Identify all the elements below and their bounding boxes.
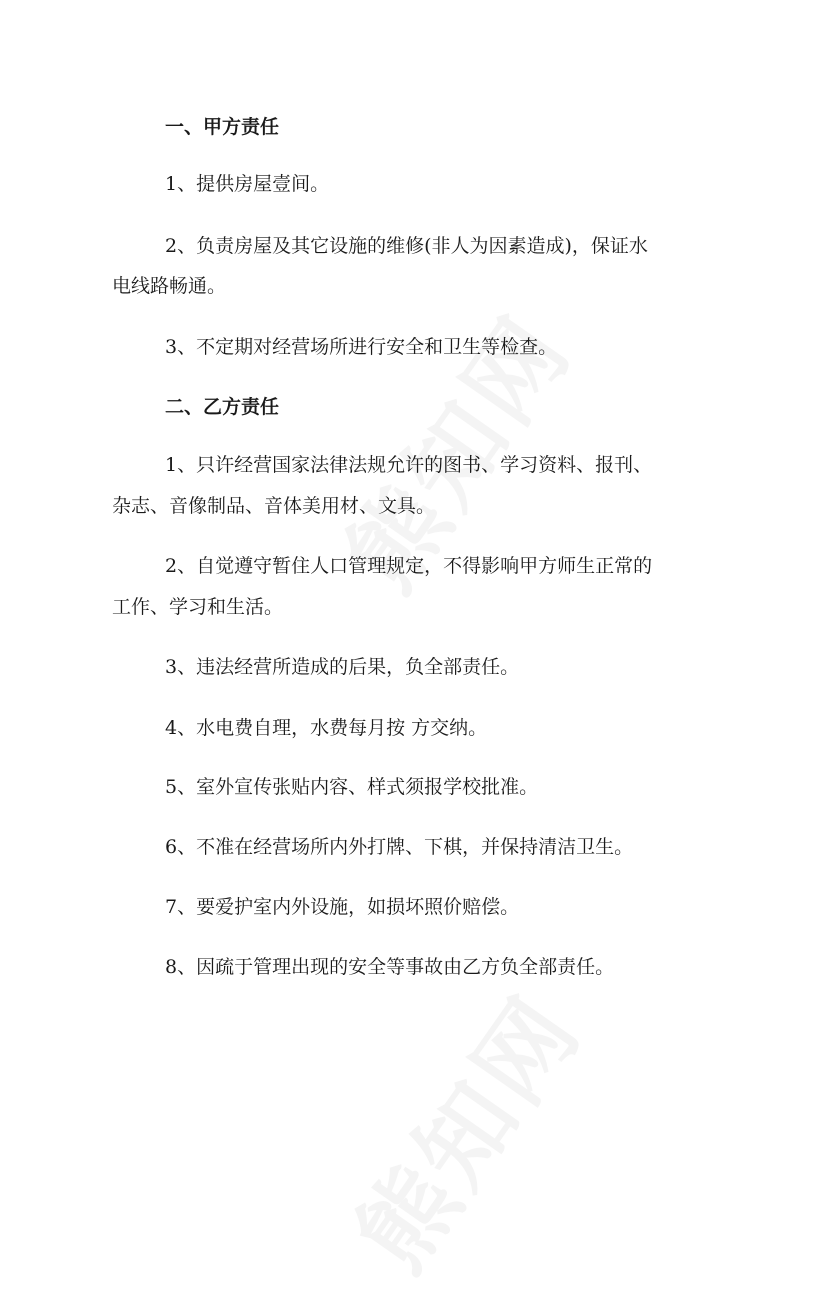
section-b-heading: 二、乙方责任	[165, 396, 280, 418]
section-a-heading: 一、甲方责任	[165, 116, 280, 138]
section-a-item-3: 3、不定期对经营场所进行安全和卫生等检查。	[165, 336, 558, 358]
section-a-item-2: 2、负责房屋及其它设施的维修(非人为因素造成)，保证水	[165, 235, 648, 257]
section-b-item-6: 6、不准在经营场所内外打牌、下棋，并保持清洁卫生。	[165, 836, 634, 858]
section-b-item-5: 5、室外宣传张贴内容、样式须报学校批准。	[165, 776, 539, 798]
watermark	[319, 964, 607, 1293]
section-b-item-8: 8、因疏于管理出现的安全等事故由乙方负全部责任。	[165, 956, 615, 978]
section-b-item-2-cont: 工作、学习和生活。	[112, 596, 284, 618]
section-b-item-1-cont: 杂志、音像制品、音体美用材、文具。	[112, 495, 436, 517]
section-b-item-1: 1、只许经营国家法律法规允许的图书、学习资料、报刊、	[165, 454, 653, 476]
section-b-item-4: 4、水电费自理，水费每月按 方交纳。	[165, 717, 488, 739]
section-a-item-2-cont: 电线路畅通。	[112, 275, 227, 297]
section-b-item-3: 3、违法经营所造成的后果，负全部责任。	[165, 656, 520, 678]
section-b-item-2: 2、自觉遵守暂住人口管理规定，不得影响甲方师生正常的	[165, 555, 653, 577]
section-a-item-1: 1、提供房屋壹间。	[165, 173, 330, 195]
section-b-item-7: 7、要爱护室内外设施，如损坏照价赔偿。	[165, 896, 520, 918]
